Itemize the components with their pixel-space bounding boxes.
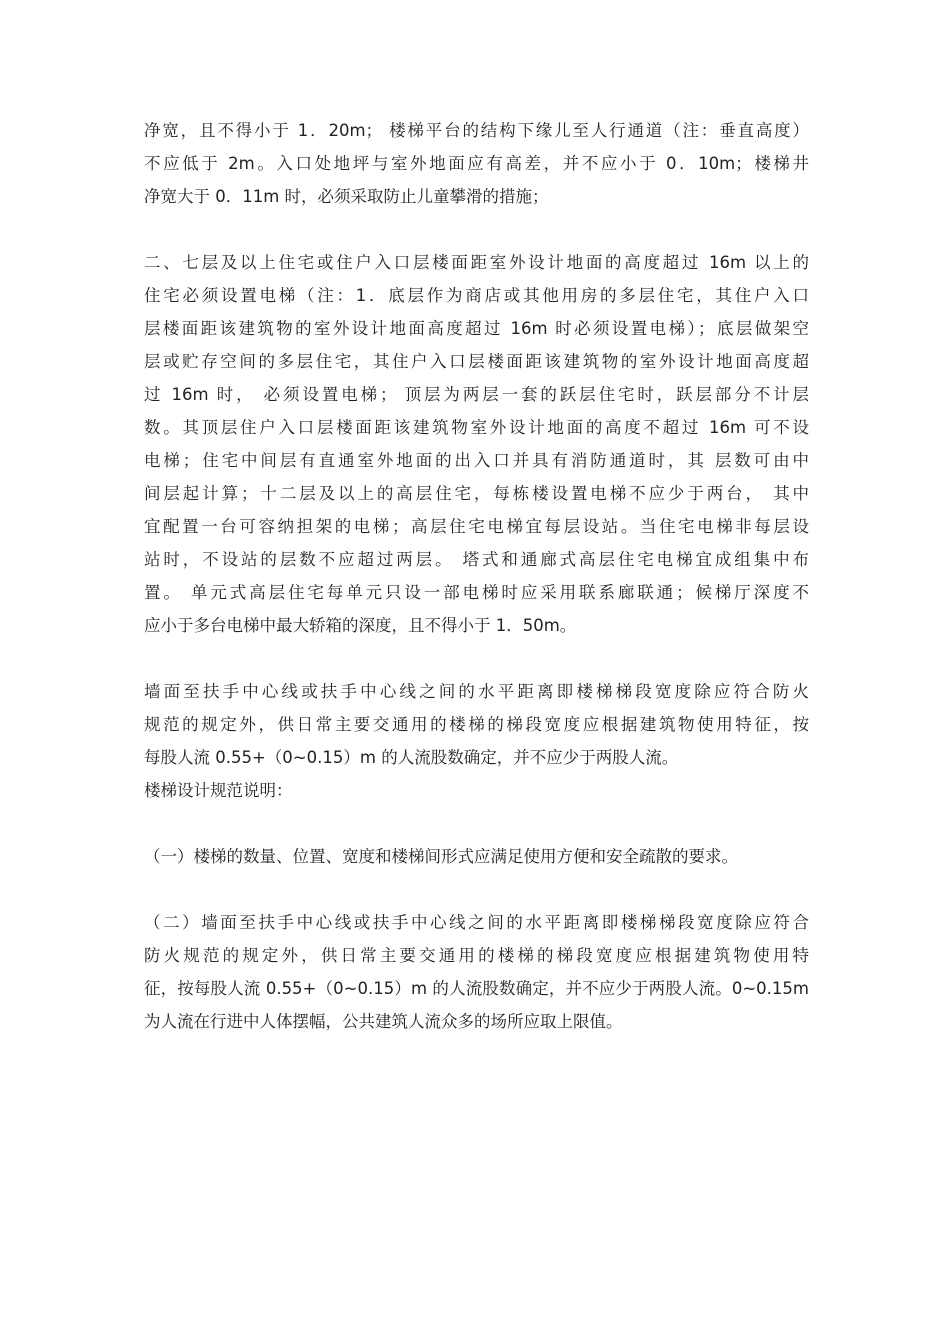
text-line: 征，按每股人流 0.55+（0~0.15）m 的人流股数确定，并不应少于两股人流。0~0.15m (144, 979, 809, 998)
paragraph-gap (144, 213, 809, 246)
text-line: （一）楼梯的数量、位置、宽度和楼梯间形式应满足使用方便和安全疏散的要求。 (144, 847, 738, 866)
text-line: 层楼面距该建筑物的室外设计地面高度超过 16m 时必须设置电梯）；底层做架空 (144, 319, 809, 338)
paragraph-handrail-width (144, 675, 809, 807)
text-line: 应小于多台电梯中最大轿箱的深度，且不得小于 1．50m。 (144, 616, 577, 635)
text-line: 二、七层及以上住宅或住户入口层楼面距室外设计地面的高度超过 16m 以上的 (144, 253, 809, 272)
text-line: 住宅必须设置电梯（注：1．底层作为商店或其他用房的多层住宅，其住户入口 (144, 286, 809, 305)
paragraph-gap (144, 873, 809, 906)
text-line: 层或贮存空间的多层住宅，其住户入口层楼面距该建筑物的室外设计地面高度超 (144, 352, 809, 371)
text-line: 间层起计算；十二层及以上的高层住宅，每栋楼设置电梯不应少于两台， 其中 (144, 484, 809, 503)
paragraph-item-one (144, 840, 809, 873)
text-line: （二）墙面至扶手中心线或扶手中心线之间的水平距离即楼梯梯段宽度除应符合 (144, 913, 809, 932)
text-line: 数。其顶层住户入口层楼面距该建筑物室外设计地面的高度不超过 16m 可不设 (144, 418, 809, 437)
text-line: 每股人流 0.55+（0~0.15）m 的人流股数确定，并不应少于两股人流。 (144, 748, 679, 767)
text-line: 净宽，且不得小于 1．20m； 楼梯平台的结构下缘儿至人行通道（注：垂直高度） (144, 121, 809, 140)
text-line: 不应低于 2m。入口处地坪与室外地面应有高差，并不应小于 0．10m；楼梯井 (144, 154, 809, 173)
text-line: 防火规范的规定外，供日常主要交通用的楼梯的梯段宽度应根据建筑物使用特 (144, 946, 809, 965)
paragraph-gap (144, 807, 809, 840)
text-line: 净宽大于 0．11m 时，必须采取防止儿童攀滑的措施； (144, 187, 549, 206)
text-line: 过 16m 时， 必须设置电梯； 顶层为两层一套的跃层住宅时，跃层部分不计层 (144, 385, 809, 404)
text-line: 站时，不设站的层数不应超过两层。 塔式和通廊式高层住宅电梯宜成组集中布 (144, 550, 809, 569)
paragraph-stair-width (144, 114, 809, 213)
paragraph-item-two (144, 906, 809, 1038)
text-line: 置。 单元式高层住宅每单元只设一部电梯时应采用联系廊联通；候梯厅深度不 (144, 583, 809, 602)
document-body (144, 114, 809, 1038)
paragraph-elevator-rules (144, 246, 809, 642)
text-line: 墙面至扶手中心线或扶手中心线之间的水平距离即楼梯梯段宽度除应符合防火 (144, 682, 809, 701)
text-line: 电梯；住宅中间层有直通室外地面的出入口并具有消防通道时，其 层数可由中 (144, 451, 809, 470)
text-line: 楼梯设计规范说明： (144, 781, 293, 800)
paragraph-gap (144, 642, 809, 675)
text-line: 宜配置一台可容纳担架的电梯；高层住宅电梯宜每层设站。当住宅电梯非每层设 (144, 517, 809, 536)
text-line: 规范的规定外，供日常主要交通用的楼梯的梯段宽度应根据建筑物使用特征，按 (144, 715, 809, 734)
text-line: 为人流在行进中人体摆幅，公共建筑人流众多的场所应取上限值。 (144, 1012, 623, 1031)
